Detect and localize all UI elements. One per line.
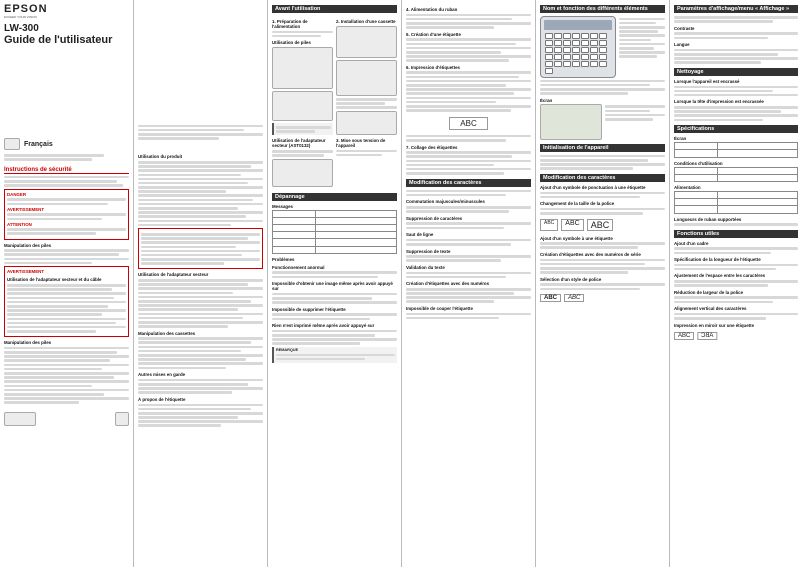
frame-heading: Ajout d'un cadre [674,240,709,246]
specifications-heading: Spécifications [674,125,798,133]
device-dirty-heading: Lorsque l'appareil est encrassé [674,78,740,84]
delete-chars-heading: Suppression de caractères [406,215,463,221]
spec-power-heading: Alimentation [674,184,701,190]
battery-note [272,123,333,135]
brand-tagline: EXCEED YOUR VISION [4,15,37,19]
example-small: ABC [540,219,558,231]
barcode-image [4,412,36,426]
power-on-heading: 3. Mise sous tension de l'appareil [336,137,386,148]
tape-length-heading: Longueurs de ruban supportées [674,216,742,222]
warning-box [4,266,129,337]
model-name: LW-300 [4,23,39,34]
validate-text-heading: Validation du texte [406,264,445,270]
column-6 [670,0,802,567]
spec-conditions-heading: Conditions d'utilisation [674,160,723,166]
battery-illustration [272,47,333,89]
label-length-heading: Spécification de la longueur de l'étiquette [674,257,761,263]
head-dirty-heading: Lorsque la tête d'impression est encrassée [674,99,764,105]
abnormal-operation-heading: Fonctionnement anormal [272,264,325,270]
column-4 [402,0,535,567]
adapter-usage-heading: Utilisation de l'adaptateur secteur et du câble [7,277,102,283]
example-normal: ABC [674,332,694,340]
example-italic: ABC [564,294,584,302]
punctuation-heading: Ajout d'un symbole de ponctuation à une étiquette [540,184,646,190]
troubleshooting-heading: Dépannage [272,193,397,201]
screen-heading: Écran [540,97,553,103]
cassette-open-illustration [336,26,397,58]
troubleshooting-note [272,347,397,363]
example-bold: ABC [540,294,561,302]
safety-heading: Instructions de sécurité [4,167,129,174]
spec-power-table [674,191,798,214]
product-usage-heading: Utilisation du produit [138,154,183,160]
screen-illustration [540,104,602,140]
display-settings-heading: Paramètres d'affichage/menu « Affichage » [674,5,798,13]
spec-screen-heading: Écran [674,136,687,142]
mirror-print-heading: Impression en miroir sur une étiquette [674,322,755,328]
language-label: Français [24,140,53,148]
cannot-cut-heading: Impossible de couper l'étiquette [406,306,473,312]
example-medium: ABC [561,219,583,231]
battery-handling-heading: Manipulation des piles [4,242,52,248]
font-width-heading: Réduction de largeur de la police [674,289,744,295]
numbered-labels-heading: Création d'étiquettes avec des numéros [406,281,490,287]
label-example [406,115,531,132]
serial-numbers-heading: Création d'étiquettes avec des numéros de série [540,252,641,258]
document-title: Guide de l'utilisateur [4,34,113,46]
stick-labels-heading: 7. Collage des étiquettes [406,144,458,150]
column-1 [0,0,133,567]
parts-heading: Nom et fonction des différents éléments [540,5,665,13]
battery-insert-illustration [272,91,333,121]
danger-label: DANGER [7,191,27,197]
cassette-close-illustration [336,111,397,135]
label-example-text: ABC [449,117,487,130]
label-about-heading: À propos de l'étiquette [138,396,186,402]
label-remove-heading: Impossible de supprimer l'étiquette [272,306,346,312]
cassette-install-heading: 2. Installation d'une cassette [336,19,396,24]
create-label-heading: 5. Création d'une étiquette [406,31,461,37]
example-large: ABC [587,219,614,231]
adapter-heading: Utilisation de l'adaptateur secteur [138,272,209,278]
char-spacing-heading: Ajustement de l'espace entre les caractères [674,273,766,279]
char-edit-heading-2: Modification des caractères [540,174,665,182]
font-size-heading: Changement de la taille de la police [540,201,615,207]
adapter-usage-heading-2: Utilisation de l'adaptateur secteur (AST0132) [272,138,326,149]
caution-label: ATTENTION [7,221,32,227]
tape-feed-heading: 4. Alimentation du ruban [406,7,458,12]
no-image-heading: Impossible d'obtenir une image même après avoir appuyé sur [272,281,393,292]
battery-usage-heading: Utilisation de piles [272,40,311,46]
font-style-heading: Sélection d'un style de police [540,276,602,282]
language-heading: Langue [674,42,690,48]
messages-heading: Messages [272,203,293,209]
language-icon [4,138,20,150]
init-heading: Initialisation de l'appareil [540,144,665,152]
char-edit-heading: Modification des caractères [406,179,531,187]
cleaning-heading: Nettoyage [674,68,798,76]
warning-label: AVERTISSEMENT [7,206,44,212]
vertical-align-heading: Alignement vertical des caractères [674,306,747,312]
power-prep-heading: 1. Préparation de l'alimentation [272,19,308,29]
cassette-handling-heading: Manipulation des cassettes [138,330,196,336]
recycle-icon [115,412,129,426]
symbol-heading: Ajout d'un symbole à une étiquette [540,235,613,241]
battery-handling-heading-2: Manipulation des piles [4,340,52,346]
font-style-examples [540,292,665,304]
problems-heading: Problèmes [272,256,295,262]
spec-conditions-table [674,167,798,182]
device-keyboard-illustration [540,16,616,78]
messages-table [272,210,397,254]
other-warnings-heading: Autres mises en garde [138,372,186,378]
spec-screen-table [674,142,798,157]
delete-text-heading: Suppression de texte [406,248,451,254]
note-label: REMARQUE [276,347,299,352]
font-size-examples [540,217,665,233]
column-2 [134,0,267,567]
case-switch-heading: Commutation majuscules/minuscules [406,199,485,205]
mirror-examples [674,330,798,342]
contrast-heading: Contraste [674,25,695,31]
column-3 [268,0,401,567]
example-mirror: ABC [697,332,717,340]
print-labels-heading: 6. Impression d'étiquettes [406,64,460,70]
useful-functions-heading: Fonctions utiles [674,230,798,238]
nothing-printed-heading: Rien n'est imprimé même après avoir appuyé sur [272,323,375,329]
before-use-heading: Avant l'utilisation [272,5,397,13]
warning-label-2: AVERTISSEMENT [7,269,44,275]
column-5 [536,0,669,567]
line-break-heading: Saut de ligne [406,232,434,238]
cassette-insert-illustration [336,60,397,96]
usage-caution-box [138,228,263,269]
brand-logo: EPSON [4,3,48,15]
danger-box [4,189,129,240]
adapter-illustration [272,159,333,187]
